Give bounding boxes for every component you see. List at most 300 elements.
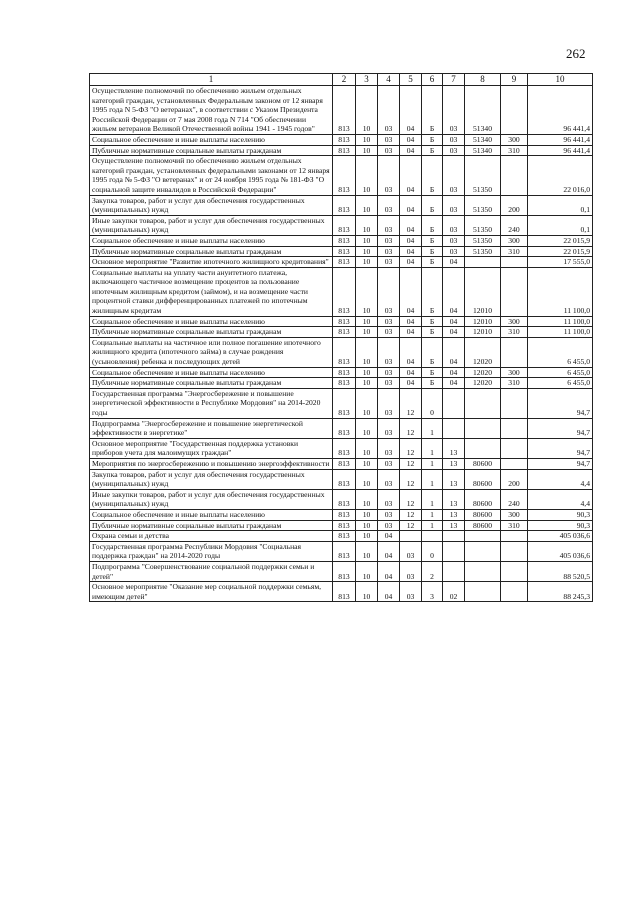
- amount-cell: 405 036,6: [528, 541, 593, 561]
- direction-code-cell: [465, 257, 501, 268]
- subsection-code-cell: 03: [378, 520, 400, 531]
- subprogram-code-cell: Б: [422, 145, 443, 156]
- section-code-cell: 10: [356, 145, 378, 156]
- row-name-cell: Публичные нормативные социальные выплаты гражданам: [90, 520, 333, 531]
- subprogram-code-cell: Б: [422, 267, 443, 316]
- direction-code-cell: 80600: [465, 458, 501, 469]
- subsection-code-cell: 03: [378, 327, 400, 338]
- amount-cell: 90,3: [528, 520, 593, 531]
- ministry-code-cell: 813: [333, 235, 356, 246]
- subprogram-code-cell: [422, 531, 443, 542]
- ministry-code-cell: 813: [333, 267, 356, 316]
- activity-code-cell: 03: [443, 215, 465, 235]
- column-header: 3: [356, 74, 378, 86]
- row-name-cell: Осуществление полномочий по обеспечению жильем отдельных категорий граждан, установленных Федеральным законом от 12 января 1995 года N 5-ФЗ "О ветеранах", в соответствии с Указом Президента Российской Федерации от 7 мая 2008 года N 714 "Об обеспечении жильем ветеранов Великой Отечественной войны 1941 - 1945 годов": [90, 86, 333, 135]
- table-row: [90, 145, 593, 156]
- amount-cell: 22 016,0: [528, 156, 593, 195]
- amount-cell: 94,7: [528, 388, 593, 418]
- table-row: [90, 327, 593, 338]
- subprogram-code-cell: 3: [422, 582, 443, 602]
- table-body: [90, 86, 593, 602]
- activity-code-cell: 13: [443, 520, 465, 531]
- program-code-cell: 04: [400, 215, 422, 235]
- section-code-cell: 10: [356, 561, 378, 581]
- subsection-code-cell: 03: [378, 378, 400, 389]
- expense-type-code-cell: [501, 257, 528, 268]
- expense-type-code-cell: 310: [501, 327, 528, 338]
- amount-cell: 94,7: [528, 458, 593, 469]
- program-code-cell: 04: [400, 378, 422, 389]
- program-code-cell: 04: [400, 246, 422, 257]
- row-name-cell: Социальное обеспечение и иные выплаты населению: [90, 509, 333, 520]
- section-code-cell: 10: [356, 509, 378, 520]
- row-name-cell: Мероприятия по энергосбережению и повышению энергоэффективности: [90, 458, 333, 469]
- row-name-cell: Публичные нормативные социальные выплаты гражданам: [90, 327, 333, 338]
- page-number: 262: [566, 46, 586, 61]
- amount-cell: 4,4: [528, 469, 593, 489]
- program-code-cell: 03: [400, 561, 422, 581]
- activity-code-cell: 13: [443, 509, 465, 520]
- section-code-cell: 10: [356, 458, 378, 469]
- expense-type-code-cell: 310: [501, 520, 528, 531]
- subprogram-code-cell: Б: [422, 86, 443, 135]
- program-code-cell: 04: [400, 367, 422, 378]
- direction-code-cell: 51350: [465, 156, 501, 195]
- table-row: [90, 257, 593, 268]
- subsection-code-cell: 03: [378, 215, 400, 235]
- activity-code-cell: 04: [443, 327, 465, 338]
- expense-type-code-cell: 310: [501, 145, 528, 156]
- row-name-cell: Социальные выплаты на частичное или полное погашение ипотечного жилищного кредита (ипотечного займа) в случае рождения (усыновления) ребенка и последующих детей: [90, 337, 333, 367]
- row-name-cell: Публичные нормативные социальные выплаты гражданам: [90, 145, 333, 156]
- amount-cell: 22 015,9: [528, 246, 593, 257]
- subprogram-code-cell: Б: [422, 215, 443, 235]
- activity-code-cell: 13: [443, 469, 465, 489]
- subsection-code-cell: 03: [378, 418, 400, 438]
- row-name-cell: Основное мероприятие "Оказание мер социальной поддержки семьям, имеющим детей": [90, 582, 333, 602]
- subsection-code-cell: 03: [378, 489, 400, 509]
- section-code-cell: 10: [356, 195, 378, 215]
- program-code-cell: 03: [400, 541, 422, 561]
- program-code-cell: 04: [400, 134, 422, 145]
- row-name-cell: Основное мероприятие "Развитие ипотечного жилищного кредитования": [90, 257, 333, 268]
- table-row: [90, 267, 593, 316]
- table-row: [90, 134, 593, 145]
- table-row: [90, 418, 593, 438]
- subsection-code-cell: 04: [378, 582, 400, 602]
- direction-code-cell: 12010: [465, 327, 501, 338]
- subprogram-code-cell: Б: [422, 378, 443, 389]
- direction-code-cell: 51350: [465, 195, 501, 215]
- ministry-code-cell: 813: [333, 316, 356, 327]
- amount-cell: 6 455,0: [528, 367, 593, 378]
- amount-cell: 94,7: [528, 418, 593, 438]
- ministry-code-cell: 813: [333, 257, 356, 268]
- program-code-cell: 12: [400, 458, 422, 469]
- direction-code-cell: [465, 531, 501, 542]
- amount-cell: 88 520,5: [528, 561, 593, 581]
- table-row: [90, 458, 593, 469]
- section-code-cell: 10: [356, 541, 378, 561]
- row-name-cell: Закупка товаров, работ и услуг для обеспечения государственных (муниципальных) нужд: [90, 469, 333, 489]
- program-code-cell: 03: [400, 582, 422, 602]
- activity-code-cell: 04: [443, 337, 465, 367]
- expense-type-code-cell: 200: [501, 195, 528, 215]
- table-row: [90, 388, 593, 418]
- program-code-cell: 04: [400, 86, 422, 135]
- budget-table: [89, 73, 593, 602]
- subsection-code-cell: 03: [378, 134, 400, 145]
- direction-code-cell: [465, 561, 501, 581]
- amount-cell: 405 036,6: [528, 531, 593, 542]
- row-name-cell: Иные закупки товаров, работ и услуг для обеспечения государственных (муниципальных) нужд: [90, 489, 333, 509]
- expense-type-code-cell: [501, 531, 528, 542]
- table-row: [90, 215, 593, 235]
- direction-code-cell: 51340: [465, 134, 501, 145]
- section-code-cell: 10: [356, 520, 378, 531]
- ministry-code-cell: 813: [333, 215, 356, 235]
- subprogram-code-cell: 1: [422, 489, 443, 509]
- program-code-cell: 04: [400, 145, 422, 156]
- expense-type-code-cell: 200: [501, 469, 528, 489]
- activity-code-cell: [443, 561, 465, 581]
- table-row: [90, 156, 593, 195]
- subsection-code-cell: 04: [378, 531, 400, 542]
- expense-type-code-cell: 300: [501, 509, 528, 520]
- ministry-code-cell: 813: [333, 520, 356, 531]
- expense-type-code-cell: 310: [501, 378, 528, 389]
- direction-code-cell: 51350: [465, 215, 501, 235]
- section-code-cell: 10: [356, 367, 378, 378]
- direction-code-cell: 80600: [465, 489, 501, 509]
- program-code-cell: [400, 531, 422, 542]
- amount-cell: 90,3: [528, 509, 593, 520]
- subprogram-code-cell: 1: [422, 509, 443, 520]
- subprogram-code-cell: 1: [422, 438, 443, 458]
- subsection-code-cell: 03: [378, 86, 400, 135]
- direction-code-cell: 51340: [465, 86, 501, 135]
- direction-code-cell: 80600: [465, 469, 501, 489]
- amount-cell: 11 100,0: [528, 316, 593, 327]
- subsection-code-cell: 04: [378, 541, 400, 561]
- activity-code-cell: 04: [443, 378, 465, 389]
- subsection-code-cell: 03: [378, 388, 400, 418]
- table-row: [90, 378, 593, 389]
- ministry-code-cell: 813: [333, 531, 356, 542]
- expense-type-code-cell: [501, 458, 528, 469]
- section-code-cell: 10: [356, 134, 378, 145]
- column-header: 9: [501, 74, 528, 86]
- row-name-cell: Социальное обеспечение и иные выплаты населению: [90, 134, 333, 145]
- ministry-code-cell: 813: [333, 469, 356, 489]
- amount-cell: 94,7: [528, 438, 593, 458]
- expense-type-code-cell: [501, 438, 528, 458]
- amount-cell: 88 245,3: [528, 582, 593, 602]
- section-code-cell: 10: [356, 316, 378, 327]
- table-row: [90, 520, 593, 531]
- table-row: [90, 337, 593, 367]
- activity-code-cell: 03: [443, 145, 465, 156]
- column-header: 2: [333, 74, 356, 86]
- section-code-cell: 10: [356, 156, 378, 195]
- ministry-code-cell: 813: [333, 337, 356, 367]
- row-name-cell: Осуществление полномочий по обеспечению жильем отдельных категорий граждан, установленных федеральными законами от 12 января 1995 года № 5-ФЗ "О ветеранах" и от 24 ноября 1995 года № 181-ФЗ "О социальной защите инвалидов в Российской Федерации": [90, 156, 333, 195]
- subprogram-code-cell: Б: [422, 337, 443, 367]
- expense-type-code-cell: 300: [501, 367, 528, 378]
- section-code-cell: 10: [356, 388, 378, 418]
- subprogram-code-cell: Б: [422, 195, 443, 215]
- table-row: [90, 367, 593, 378]
- activity-code-cell: 02: [443, 582, 465, 602]
- ministry-code-cell: 813: [333, 438, 356, 458]
- section-code-cell: 10: [356, 418, 378, 438]
- column-header: 4: [378, 74, 400, 86]
- program-code-cell: 04: [400, 257, 422, 268]
- row-name-cell: Иные закупки товаров, работ и услуг для обеспечения государственных (муниципальных) нужд: [90, 215, 333, 235]
- subprogram-code-cell: 1: [422, 520, 443, 531]
- direction-code-cell: 51340: [465, 145, 501, 156]
- expense-type-code-cell: [501, 541, 528, 561]
- subsection-code-cell: 03: [378, 235, 400, 246]
- row-name-cell: Основное мероприятие "Государственная поддержка установки приборов учета для малоимущих граждан": [90, 438, 333, 458]
- ministry-code-cell: 813: [333, 195, 356, 215]
- table-row: [90, 86, 593, 135]
- direction-code-cell: 12020: [465, 367, 501, 378]
- activity-code-cell: 13: [443, 489, 465, 509]
- subsection-code-cell: 03: [378, 509, 400, 520]
- row-name-cell: Подпрограмма "Совершенствование социальной поддержки семьи и детей": [90, 561, 333, 581]
- column-header: 10: [528, 74, 593, 86]
- row-name-cell: Социальные выплаты на уплату части ануитетного платежа, включающего частичное возмещение процентов за пользование ипотечным жилищным кредитом (займом), и на возмещение части процентной ставки дифференцированных платежей по ипотечным жилищным кредитам: [90, 267, 333, 316]
- ministry-code-cell: 813: [333, 388, 356, 418]
- subprogram-code-cell: 0: [422, 541, 443, 561]
- section-code-cell: 10: [356, 531, 378, 542]
- table-row: [90, 438, 593, 458]
- ministry-code-cell: 813: [333, 145, 356, 156]
- row-name-cell: Публичные нормативные социальные выплаты гражданам: [90, 246, 333, 257]
- column-header: 5: [400, 74, 422, 86]
- subprogram-code-cell: 1: [422, 469, 443, 489]
- subprogram-code-cell: Б: [422, 316, 443, 327]
- direction-code-cell: 80600: [465, 520, 501, 531]
- table-row: [90, 195, 593, 215]
- ministry-code-cell: 813: [333, 378, 356, 389]
- expense-type-code-cell: [501, 388, 528, 418]
- program-code-cell: 04: [400, 337, 422, 367]
- subsection-code-cell: 03: [378, 267, 400, 316]
- direction-code-cell: 12020: [465, 337, 501, 367]
- ministry-code-cell: 813: [333, 367, 356, 378]
- section-code-cell: 10: [356, 86, 378, 135]
- amount-cell: 11 100,0: [528, 327, 593, 338]
- ministry-code-cell: 813: [333, 561, 356, 581]
- program-code-cell: 04: [400, 156, 422, 195]
- expense-type-code-cell: 310: [501, 246, 528, 257]
- subsection-code-cell: 03: [378, 156, 400, 195]
- direction-code-cell: 80600: [465, 509, 501, 520]
- ministry-code-cell: 813: [333, 246, 356, 257]
- direction-code-cell: [465, 582, 501, 602]
- column-header: 8: [465, 74, 501, 86]
- amount-cell: 6 455,0: [528, 378, 593, 389]
- program-code-cell: 04: [400, 195, 422, 215]
- section-code-cell: 10: [356, 438, 378, 458]
- program-code-cell: 12: [400, 489, 422, 509]
- subsection-code-cell: 03: [378, 246, 400, 257]
- expense-type-code-cell: 240: [501, 489, 528, 509]
- subsection-code-cell: 03: [378, 458, 400, 469]
- row-name-cell: Подпрограмма "Энергосбережение и повышение энергетической эффективности в энергетике": [90, 418, 333, 438]
- subprogram-code-cell: 2: [422, 561, 443, 581]
- section-code-cell: 10: [356, 215, 378, 235]
- direction-code-cell: [465, 541, 501, 561]
- row-name-cell: Государственная программа Республики Мордовия "Социальная поддержка граждан" на 2014-2020 годы: [90, 541, 333, 561]
- section-code-cell: 10: [356, 235, 378, 246]
- subsection-code-cell: 03: [378, 337, 400, 367]
- row-name-cell: Публичные нормативные социальные выплаты гражданам: [90, 378, 333, 389]
- ministry-code-cell: 813: [333, 489, 356, 509]
- activity-code-cell: 03: [443, 195, 465, 215]
- program-code-cell: 12: [400, 509, 422, 520]
- section-code-cell: 10: [356, 257, 378, 268]
- ministry-code-cell: 813: [333, 86, 356, 135]
- subprogram-code-cell: 1: [422, 458, 443, 469]
- table-row: [90, 541, 593, 561]
- activity-code-cell: 03: [443, 156, 465, 195]
- program-code-cell: 04: [400, 327, 422, 338]
- activity-code-cell: [443, 418, 465, 438]
- table-row: [90, 509, 593, 520]
- amount-cell: 96 441,4: [528, 134, 593, 145]
- activity-code-cell: 03: [443, 134, 465, 145]
- expense-type-code-cell: [501, 267, 528, 316]
- table-row: [90, 235, 593, 246]
- row-name-cell: Социальное обеспечение и иные выплаты населению: [90, 316, 333, 327]
- row-name-cell: Социальное обеспечение и иные выплаты населению: [90, 367, 333, 378]
- row-name-cell: Закупка товаров, работ и услуг для обеспечения государственных (муниципальных) нужд: [90, 195, 333, 215]
- ministry-code-cell: 813: [333, 327, 356, 338]
- subprogram-code-cell: Б: [422, 246, 443, 257]
- ministry-code-cell: 813: [333, 582, 356, 602]
- amount-cell: 96 441,4: [528, 86, 593, 135]
- activity-code-cell: 04: [443, 316, 465, 327]
- section-code-cell: 10: [356, 337, 378, 367]
- ministry-code-cell: 813: [333, 156, 356, 195]
- program-code-cell: 12: [400, 388, 422, 418]
- column-header: 6: [422, 74, 443, 86]
- direction-code-cell: [465, 418, 501, 438]
- activity-code-cell: 04: [443, 367, 465, 378]
- ministry-code-cell: 813: [333, 134, 356, 145]
- section-code-cell: 10: [356, 469, 378, 489]
- subsection-code-cell: 03: [378, 367, 400, 378]
- amount-cell: 0,1: [528, 215, 593, 235]
- activity-code-cell: 03: [443, 86, 465, 135]
- expense-type-code-cell: [501, 582, 528, 602]
- subprogram-code-cell: 1: [422, 418, 443, 438]
- activity-code-cell: 04: [443, 257, 465, 268]
- program-code-cell: 12: [400, 418, 422, 438]
- section-code-cell: 10: [356, 267, 378, 316]
- subsection-code-cell: 03: [378, 145, 400, 156]
- subsection-code-cell: 03: [378, 438, 400, 458]
- section-code-cell: 10: [356, 246, 378, 257]
- subsection-code-cell: 03: [378, 257, 400, 268]
- program-code-cell: 04: [400, 316, 422, 327]
- expense-type-code-cell: [501, 156, 528, 195]
- table-row: [90, 531, 593, 542]
- ministry-code-cell: 813: [333, 541, 356, 561]
- activity-code-cell: [443, 531, 465, 542]
- amount-cell: 11 100,0: [528, 267, 593, 316]
- activity-code-cell: 13: [443, 458, 465, 469]
- subsection-code-cell: 04: [378, 561, 400, 581]
- activity-code-cell: [443, 388, 465, 418]
- direction-code-cell: 12010: [465, 316, 501, 327]
- section-code-cell: 10: [356, 327, 378, 338]
- expense-type-code-cell: 300: [501, 134, 528, 145]
- amount-cell: 4,4: [528, 489, 593, 509]
- subprogram-code-cell: 0: [422, 388, 443, 418]
- direction-code-cell: 12010: [465, 267, 501, 316]
- program-code-cell: 04: [400, 235, 422, 246]
- expense-type-code-cell: 240: [501, 215, 528, 235]
- subprogram-code-cell: Б: [422, 367, 443, 378]
- amount-cell: 6 455,0: [528, 337, 593, 367]
- activity-code-cell: 13: [443, 438, 465, 458]
- amount-cell: 17 555,0: [528, 257, 593, 268]
- subprogram-code-cell: Б: [422, 134, 443, 145]
- program-code-cell: 12: [400, 469, 422, 489]
- expense-type-code-cell: 300: [501, 316, 528, 327]
- expense-type-code-cell: [501, 337, 528, 367]
- table-row: [90, 246, 593, 257]
- direction-code-cell: [465, 388, 501, 418]
- table-row: [90, 489, 593, 509]
- activity-code-cell: [443, 541, 465, 561]
- expense-type-code-cell: [501, 418, 528, 438]
- amount-cell: 96 441,4: [528, 145, 593, 156]
- expense-type-code-cell: 300: [501, 235, 528, 246]
- subsection-code-cell: 03: [378, 195, 400, 215]
- subsection-code-cell: 03: [378, 316, 400, 327]
- direction-code-cell: 12020: [465, 378, 501, 389]
- table-row: [90, 582, 593, 602]
- activity-code-cell: 03: [443, 235, 465, 246]
- subprogram-code-cell: Б: [422, 156, 443, 195]
- table-header-row: [90, 74, 593, 86]
- activity-code-cell: 03: [443, 246, 465, 257]
- column-header: 1: [90, 74, 333, 86]
- program-code-cell: 12: [400, 520, 422, 531]
- section-code-cell: 10: [356, 489, 378, 509]
- section-code-cell: 10: [356, 378, 378, 389]
- expense-type-code-cell: [501, 561, 528, 581]
- row-name-cell: Социальное обеспечение и иные выплаты населению: [90, 235, 333, 246]
- ministry-code-cell: 813: [333, 458, 356, 469]
- direction-code-cell: [465, 438, 501, 458]
- program-code-cell: 12: [400, 438, 422, 458]
- subprogram-code-cell: Б: [422, 235, 443, 246]
- direction-code-cell: 51350: [465, 235, 501, 246]
- table-row: [90, 316, 593, 327]
- amount-cell: 0,1: [528, 195, 593, 215]
- subprogram-code-cell: Б: [422, 257, 443, 268]
- section-code-cell: 10: [356, 582, 378, 602]
- expense-type-code-cell: [501, 86, 528, 135]
- subsection-code-cell: 03: [378, 469, 400, 489]
- ministry-code-cell: 813: [333, 509, 356, 520]
